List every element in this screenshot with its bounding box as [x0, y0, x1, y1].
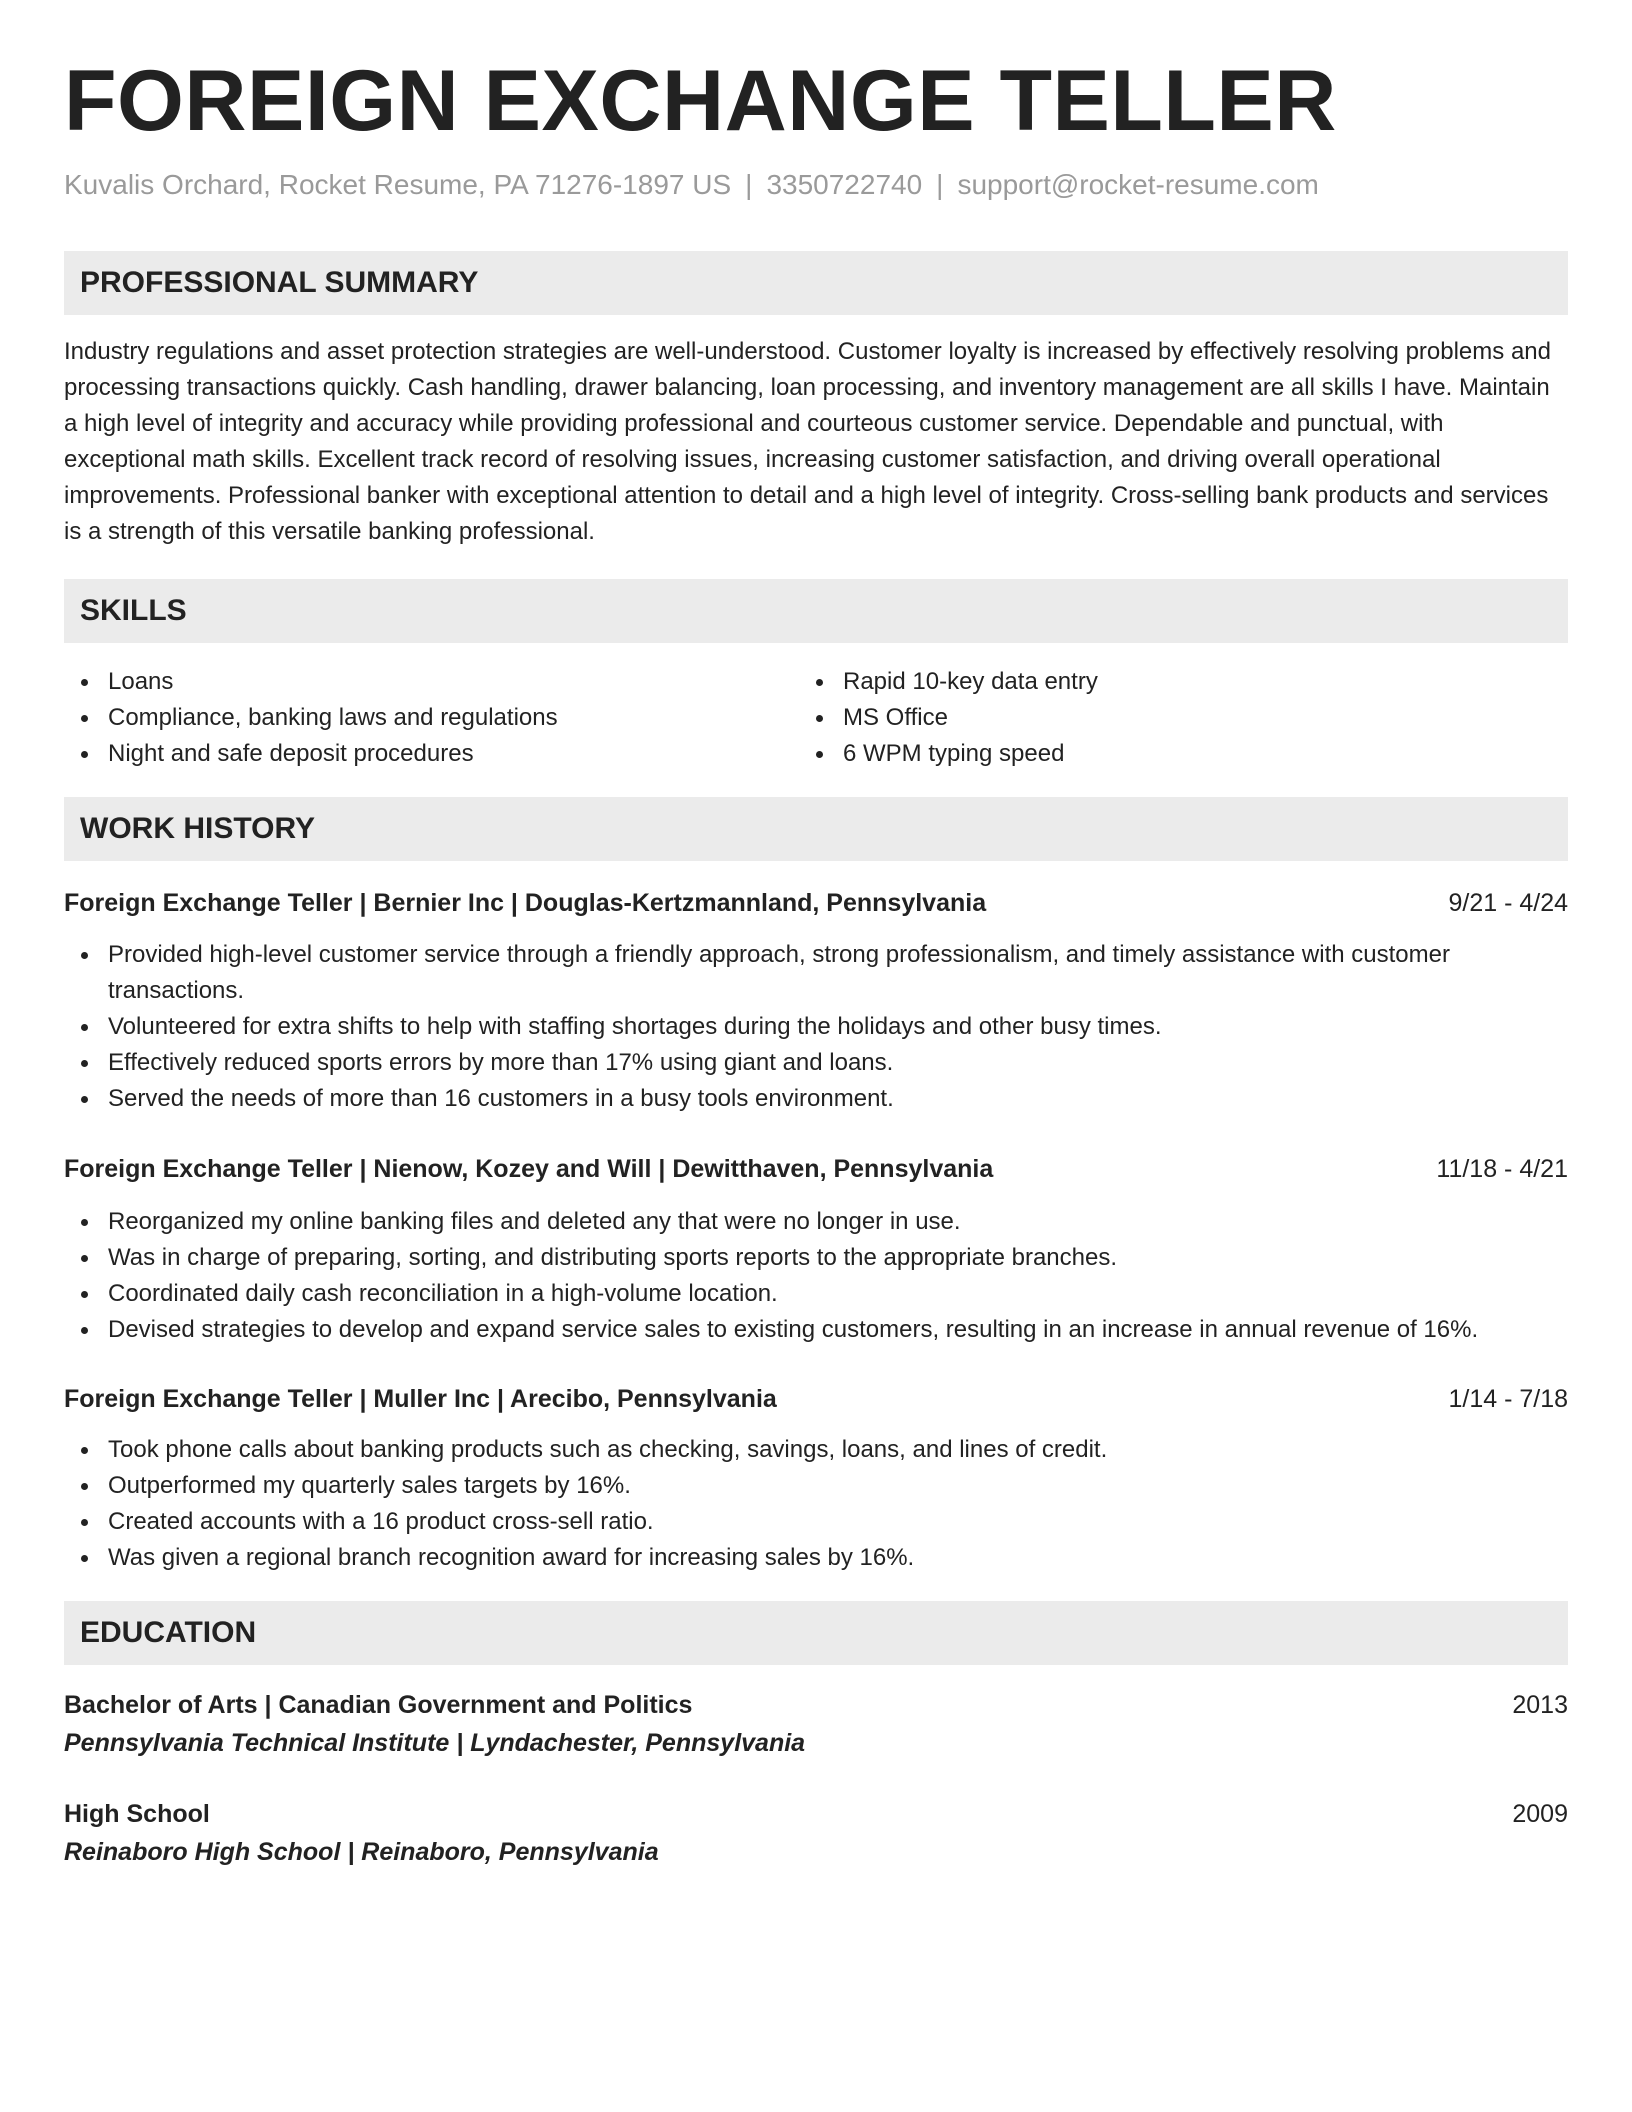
job-title-line: Foreign Exchange Teller | Nienow, Kozey and Will | Dewitthaven, Pennsylvania — [64, 1155, 994, 1183]
job-heading — [64, 1152, 1568, 1186]
job-heading — [64, 1382, 1568, 1416]
education-year: 2013 — [1512, 1691, 1568, 1719]
job-bullet: Was in charge of preparing, sorting, and distributing sports reports to the appropriate branches. — [64, 1240, 1568, 1276]
contact-separator: | — [745, 169, 753, 200]
job-title-line: Foreign Exchange Teller | Bernier Inc | Douglas-Kertzmannland, Pennsylvania — [64, 889, 987, 917]
education-section-header — [64, 1601, 1568, 1665]
education-year: 2009 — [1512, 1800, 1568, 1828]
job-title-line: Foreign Exchange Teller | Muller Inc | Arecibo, Pennsylvania — [64, 1385, 777, 1413]
job-dates: 1/14 - 7/18 — [1448, 1385, 1568, 1413]
school-name: Reinaboro High School | Reinaboro, Pennsylvania — [64, 1838, 659, 1866]
contact-line — [64, 168, 1319, 202]
skill-item: Night and safe deposit procedures — [64, 736, 804, 772]
skill-item: Rapid 10-key data entry — [799, 664, 1539, 700]
job-bullet: Volunteered for extra shifts to help with staffing shortages during the holidays and other busy times. — [64, 1009, 1568, 1045]
work-section-header — [64, 797, 1568, 861]
skill-item: 6 WPM typing speed — [799, 736, 1539, 772]
skill-item: MS Office — [799, 700, 1539, 736]
section-title: WORK HISTORY — [80, 812, 316, 845]
education-heading — [64, 1688, 1568, 1722]
job-bullet: Was given a regional branch recognition award for increasing sales by 16%. — [64, 1540, 1568, 1576]
section-title: SKILLS — [80, 594, 187, 627]
section-title: PROFESSIONAL SUMMARY — [80, 266, 479, 299]
job-bullet: Reorganized my online banking files and deleted any that were no longer in use. — [64, 1204, 1568, 1240]
skills-list-left — [64, 664, 804, 772]
education-heading — [64, 1797, 1568, 1831]
summary-section-header — [64, 251, 1568, 315]
job-bullet: Outperformed my quarterly sales targets by 16%. — [64, 1468, 1568, 1504]
job-bullet: Took phone calls about banking products such as checking, savings, loans, and lines of credit. — [64, 1432, 1568, 1468]
contact-address: Kuvalis Orchard, Rocket Resume, PA 71276-1897 US — [64, 169, 732, 200]
skills-list-right — [799, 664, 1539, 772]
skill-item: Loans — [64, 664, 804, 700]
job-dates: 9/21 - 4/24 — [1448, 889, 1568, 917]
skills-section-header — [64, 579, 1568, 643]
job-bullet-list — [64, 1432, 1568, 1576]
degree-title: High School — [64, 1800, 210, 1828]
job-bullet: Created accounts with a 16 product cross-sell ratio. — [64, 1504, 1568, 1540]
job-bullet: Effectively reduced sports errors by more than 17% using giant and loans. — [64, 1045, 1568, 1081]
job-bullet: Served the needs of more than 16 customers in a busy tools environment. — [64, 1081, 1568, 1117]
candidate-name: FOREIGN EXCHANGE TELLER — [64, 53, 1337, 149]
contact-email[interactable]: support@rocket-resume.com — [957, 169, 1319, 200]
degree-title: Bachelor of Arts | Canadian Government and Politics — [64, 1691, 693, 1719]
job-bullet-list — [64, 1204, 1568, 1348]
job-bullet: Coordinated daily cash reconciliation in a high-volume location. — [64, 1276, 1568, 1312]
job-bullet-list — [64, 937, 1568, 1117]
skill-item: Compliance, banking laws and regulations — [64, 700, 804, 736]
summary-text: Industry regulations and asset protection strategies are well-understood. Customer loyalty is increased by effectively resolving problems and processing transactions quickly. Cash handling, drawer balancing, loan processing, and inventory management are all skills I have. Maintain a high level of integrity and accuracy while providing professional and courteous customer service. Dependable and punctual, with exceptional math skills. Excellent track record of resolving issues, increasing customer satisfaction, and driving overall operational improvements. Professional banker with exceptional attention to detail and a high level of integrity. Cross-selling bank products and services is a strength of this versatile banking professional. — [64, 338, 1551, 545]
school-name: Pennsylvania Technical Institute | Lyndachester, Pennsylvania — [64, 1729, 806, 1757]
job-dates: 11/18 - 4/21 — [1436, 1155, 1568, 1183]
contact-phone: 3350722740 — [766, 169, 923, 200]
contact-separator: | — [936, 169, 944, 200]
job-bullet: Provided high-level customer service through a friendly approach, strong professionalism, and timely assistance with customer transactions. — [64, 937, 1568, 1009]
job-bullet: Devised strategies to develop and expand service sales to existing customers, resulting in an increase in annual revenue of 16%. — [64, 1312, 1568, 1348]
job-heading — [64, 886, 1568, 920]
section-title: EDUCATION — [80, 1616, 257, 1649]
